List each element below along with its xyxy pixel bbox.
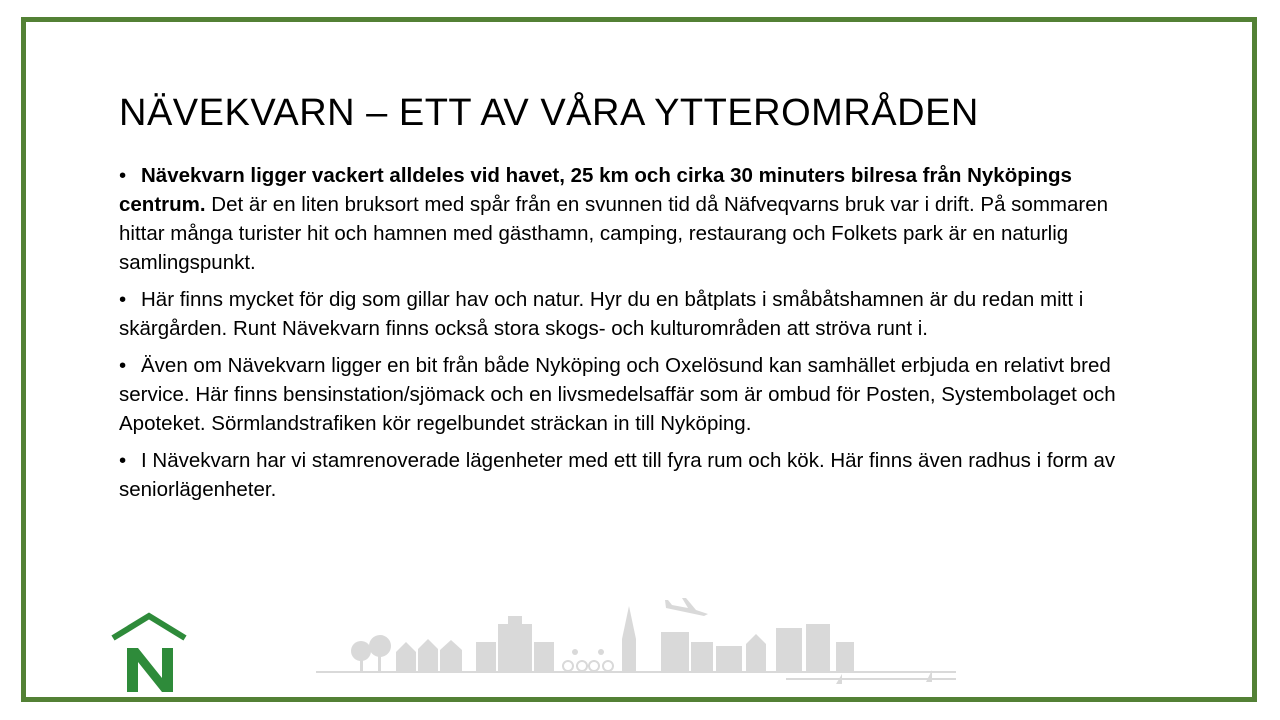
city-skyline-illustration-icon: [316, 594, 956, 694]
bullet-text: I Nävekvarn har vi stamrenoverade lägenheter med ett till fyra rum och kök. Här finns även radhus i form av seniorlägenheter.: [119, 449, 1116, 501]
bullet-dot: •: [119, 449, 127, 472]
bullet-bold-text: Nävekvarn ligger vackert alldeles vid havet, 25 km och cirka 30 minuters bilresa från Nyköpings centrum.: [119, 164, 1072, 216]
bullet-dot: •: [119, 288, 127, 311]
title-subtitle: – ETT AV VÅRA YTTEROMRÅDEN: [355, 92, 979, 134]
bullet-text: Här finns mycket för dig som gillar hav och natur. Hyr du en båtplats i småbåtshamnen är du redan mitt i skärgården. Runt Nävekvarn finns också stora skogs- och kulturområden att ströva runt i.: [119, 288, 1084, 340]
bullet-dot: •: [119, 354, 127, 377]
title-main: NÄVEKVARN: [119, 92, 356, 134]
bullet-text: Det är en liten bruksort med spår från en svunnen tid då Näfveqvarns bruk var i drift. På sommaren hittar många turister hit och hamnen med gästhamn, camping, restaurang och Folkets park är en naturlig samlingspunkt.: [119, 193, 1108, 274]
slide-title: [119, 92, 979, 135]
bullet-item: [119, 446, 1159, 504]
bullet-list: [119, 161, 1159, 512]
bullet-item: [119, 351, 1159, 438]
slide-frame: [21, 17, 1257, 702]
bullet-text: Även om Nävekvarn ligger en bit från både Nyköping och Oxelösund kan samhället erbjuda en relativt bred service. Här finns bensinstation/sjömack och en livsmedelsaffär som är ombud för Posten, Systembolaget och Apoteket. Sörmlandstrafiken kör regelbundet sträckan in till Nyköping.: [119, 354, 1116, 435]
nykopingshem-n-logo-icon: [110, 612, 190, 694]
bullet-item: [119, 161, 1159, 277]
bullet-item: [119, 285, 1159, 343]
bullet-dot: •: [119, 164, 127, 187]
